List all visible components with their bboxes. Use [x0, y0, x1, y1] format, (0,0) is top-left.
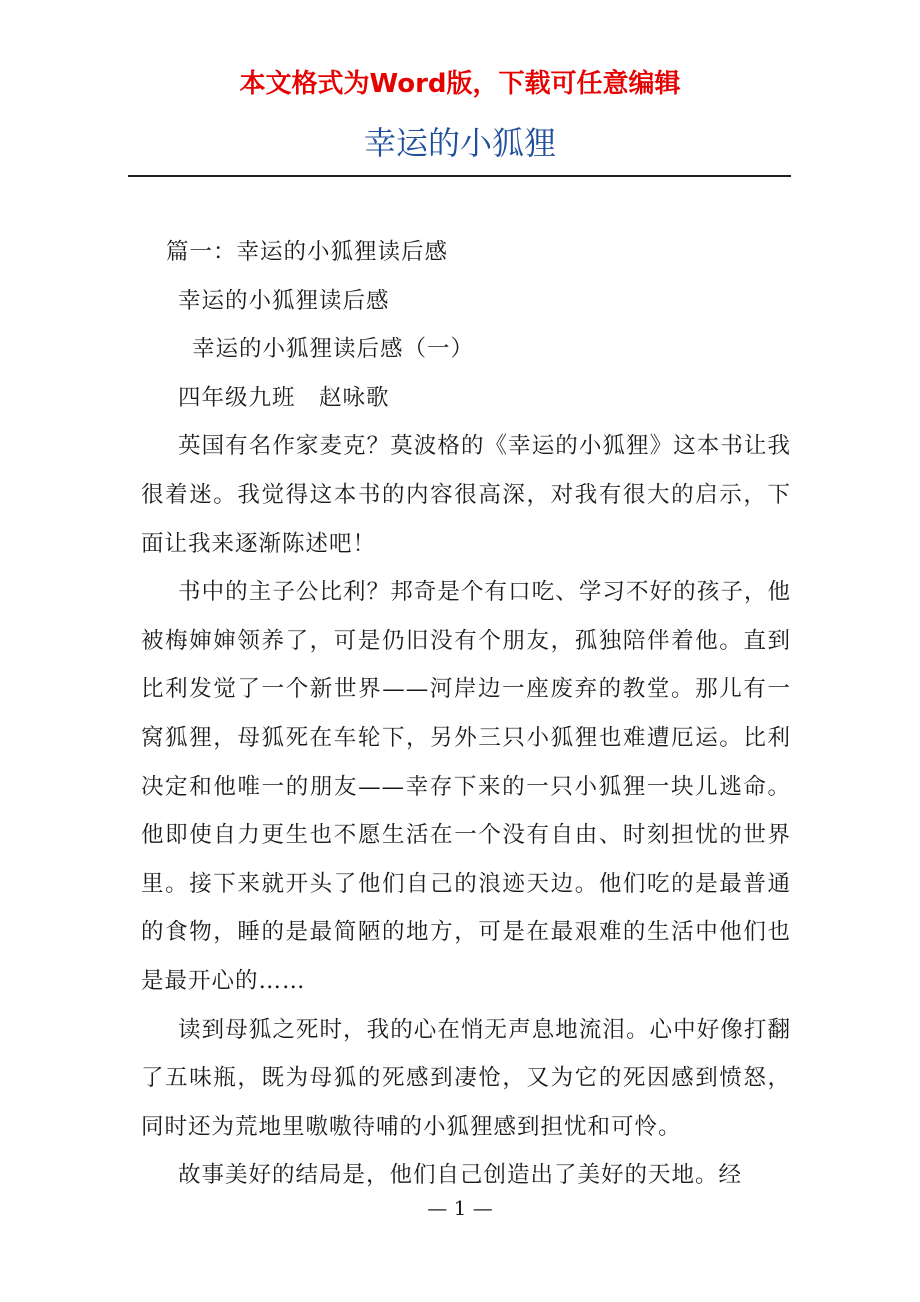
section-heading: 篇一：幸运的小狐狸读后感: [166, 239, 449, 265]
author-line: 四年级九班 赵咏歌: [178, 384, 390, 411]
paragraph: 读到母狐之死时，我的心在悄无声息地流泪。心中好像打翻了五味瓶，既为母狐的死感到凄怆，又为它的死因感到愤怒，同时还为荒地里嗷嗷待哺的小狐狸感到担忧和可怜。: [141, 1016, 791, 1140]
subtitle: 幸运的小狐狸读后感: [178, 287, 390, 314]
paragraph: 书中的主子公比利？邦奇是个有口吃、学习不好的孩子，他被梅婶婶领养了，可是仍旧没有个朋友，孤独陪伴着他。直到比利发觉了一个新世界——河岸边一座废弃的教堂。那儿有一窝狐狸，母狐死在车轮下，另外三只小狐狸也难遭厄运。比利决定和他唯一的朋友——幸存下来的一只小狐狸一块儿逃命。他即使自力更生也不愿生活在一个没有自由、时刻担忧的世界里。接下来就开头了他们自己的浪迹天边。他们吃的是最普通的食物，睡的是最简陋的地方，可是在最艰难的生活中他们也是最开心的……: [141, 579, 791, 994]
paragraph: 故事美好的结局是，他们自己创造出了美好的天地。经: [178, 1162, 743, 1189]
format-notice-banner: 本文格式为Word版，下载可任意编辑: [239, 69, 681, 99]
header-divider: [128, 175, 791, 177]
page-number: — 1 —: [427, 1196, 493, 1220]
document-body: [141, 228, 791, 1200]
paragraph: 英国有名作家麦克？莫波格的《幸运的小狐狸》这本书让我很着迷。我觉得这本书的内容很高深，对我有很大的启示，下面让我来逐渐陈述吧！: [141, 433, 791, 557]
document-title: 幸运的小狐狸: [363, 124, 556, 162]
subtitle-part: 幸运的小狐狸读后感（一）: [192, 336, 475, 363]
